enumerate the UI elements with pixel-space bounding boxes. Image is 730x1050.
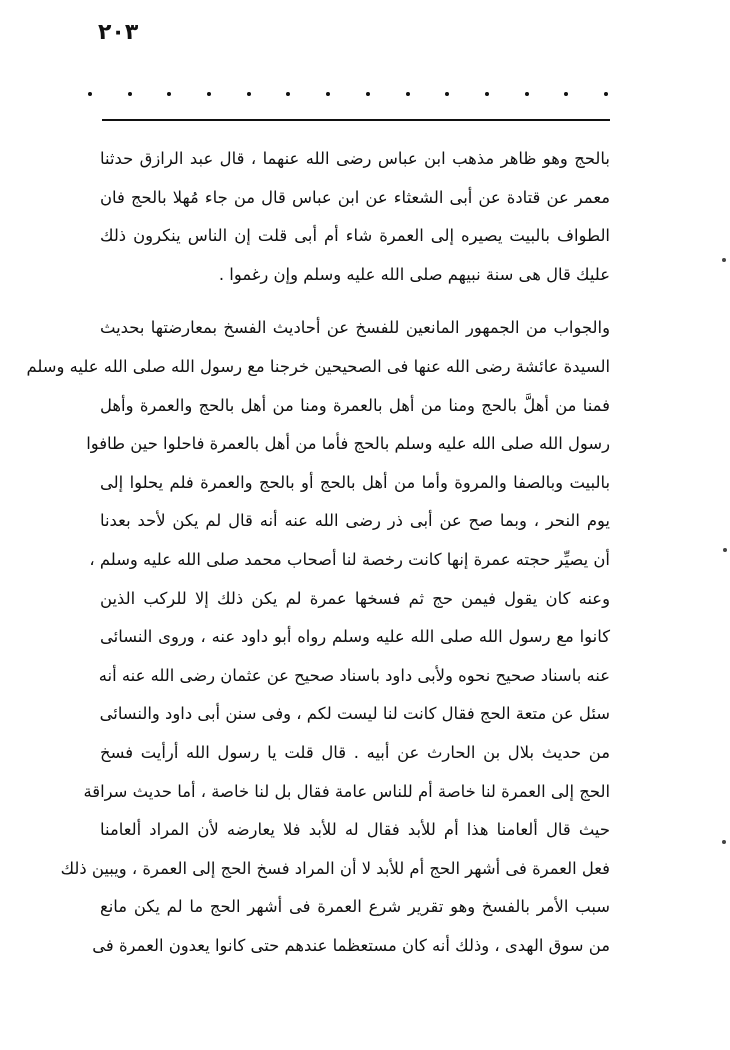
page-number: ٢٠٣	[98, 20, 139, 45]
ornament-dot	[366, 92, 370, 96]
ornament-dot	[485, 92, 489, 96]
text-line: الحج إلى العمرة لنا خاصة أم للناس عامة فقال بل لنا خاصة ، أما حديث سراقة	[83, 781, 610, 801]
text-line: سئل عن متعة الحج فقال كانت لنا ليست لكم ، وفى سنن أبى داود والنسائى	[99, 704, 610, 724]
text-line: فعل العمرة فى أشهر الحج أم للأبد لا أن المراد فسخ الحج إلى العمرة ، ويبين ذلك	[60, 858, 610, 878]
header-rule	[102, 119, 610, 121]
ornament-dot	[604, 92, 608, 96]
ornament-dot	[207, 92, 211, 96]
ornament-dot	[326, 92, 330, 96]
text-line: عليك قال هى سنة نبيهم صلى الله عليه وسلم وإن رغموا .	[218, 264, 610, 284]
scan-margin-mark	[722, 840, 726, 844]
ornament-dot	[88, 92, 92, 96]
text-line: رسول الله صلى الله عليه وسلم بالحج فأما من أهل بالعمرة فاحلوا حين طافوا	[86, 434, 610, 454]
ornament-dot	[525, 92, 529, 96]
ornament-dot	[406, 92, 410, 96]
text-line: سبب الأمر بالفسخ وهو تقرير شرع العمرة فى أشهر الحج ما لم يكن مانع	[100, 897, 610, 917]
text-line: فمنا من أهلَّ بالحج ومنا من أهل بالعمرة ومنا من أهل بالحج والعمرة وأهل	[100, 395, 610, 415]
ornament-dot	[167, 92, 171, 96]
text-line: معمر عن قتادة عن أبى الشعثاء عن ابن عباس قال من جاء مُهلا بالحج فان	[100, 187, 610, 207]
text-line: والجواب من الجمهور المانعين للفسخ عن أحاديث الفسخ بمعارضتها بحديث	[100, 318, 610, 338]
text-line: بالبيت وبالصفا والمروة وأما من أهل بالحج أو بالحج والعمرة فلم يحلوا إلى	[100, 472, 610, 492]
ornament-dot	[445, 92, 449, 96]
ornament-dot	[247, 92, 251, 96]
text-line: وعنه كان يقول فيمن حج ثم فسخها عمرة لم يكن ذلك إلا للركب الذين	[100, 588, 610, 608]
ornament-dot	[286, 92, 290, 96]
text-line: الطواف بالبيت يصيره إلى العمرة شاء أم أبى قلت إن الناس ينكرون ذلك	[100, 226, 610, 246]
text-line: كانوا مع رسول الله صلى الله عليه وسلم رواه أبو داود عنه ، وروى النسائى	[100, 627, 610, 647]
paragraph-spacer	[100, 294, 610, 309]
paragraph-2	[26, 309, 610, 965]
text-line: يوم النحر ، وبما صح عن أبى ذر رضى الله عنه أنه قال لم يكن لأحد بعدنا	[100, 511, 610, 531]
paragraph-1	[100, 140, 610, 294]
ornamental-dot-row	[88, 86, 608, 102]
body-text	[26, 140, 610, 965]
text-line: السيدة عائشة رضى الله عنها فى الصحيحين خرجنا مع رسول الله صلى الله عليه وسلم	[26, 356, 610, 376]
text-line: أن يصيِّر حجته عمرة إنها كانت رخصة لنا أصحاب محمد صلى الله عليه وسلم ،	[89, 549, 610, 569]
text-line: حيث قال ألعامنا هذا أم للأبد فقال له للأبد فلا يعارضه لأن المراد ألعامنا	[100, 820, 610, 840]
text-line: من سوق الهدى ، وذلك أنه كان مستعظما عندهم حتى كانوا يعدون العمرة فى	[92, 935, 610, 955]
ornament-dot	[564, 92, 568, 96]
scan-margin-mark	[723, 548, 727, 552]
ornament-dot	[128, 92, 132, 96]
text-line: من حديث بلال بن الحارث عن أبيه . قال قلت يا رسول الله أرأيت فسخ	[100, 742, 610, 762]
text-line: بالحج وهو ظاهر مذهب ابن عباس رضى الله عنهما ، قال عبد الرازق حدثنا	[100, 149, 610, 168]
scan-margin-mark	[722, 258, 726, 262]
text-line: عنه باسناد صحيح نحوه ولأبى داود باسناد صحيح عن عثمان رضى الله عنه أنه	[98, 665, 610, 685]
